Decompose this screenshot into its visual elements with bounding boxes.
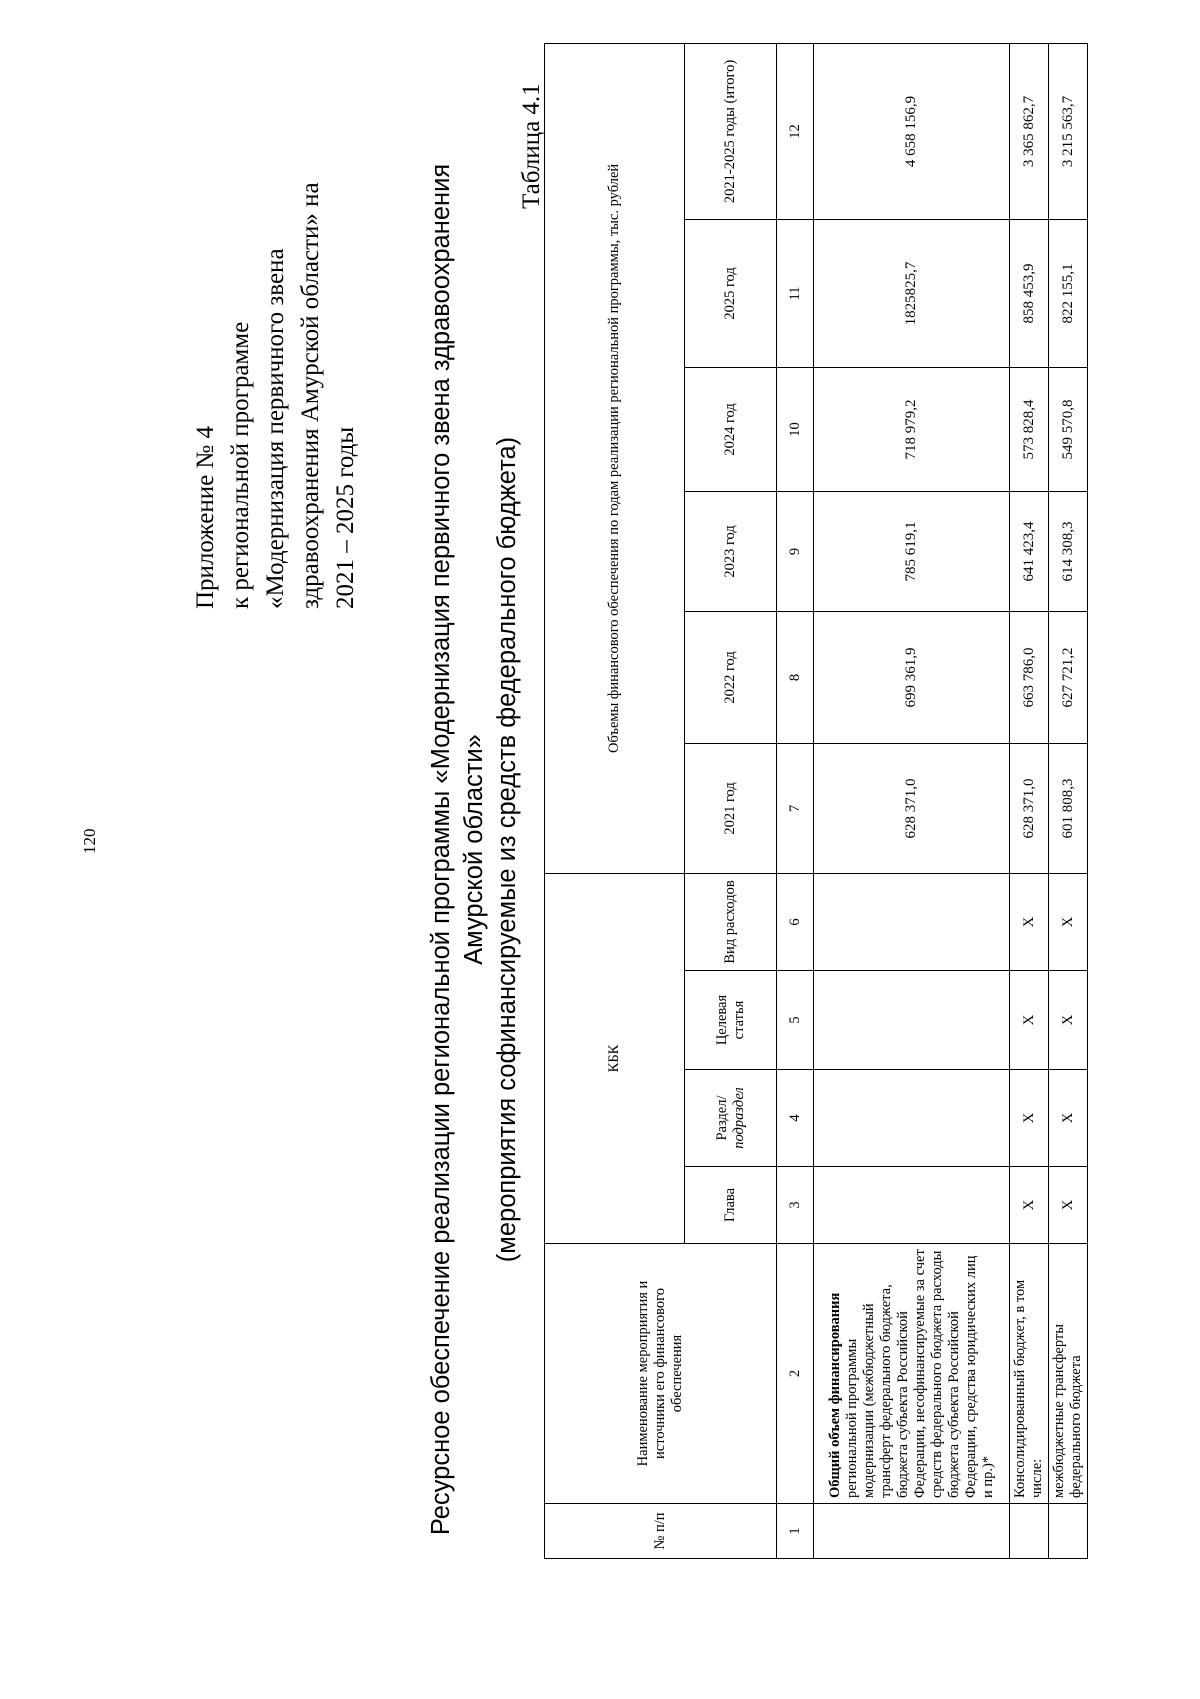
cell-vid bbox=[814, 873, 1010, 970]
col-number: 2 bbox=[777, 1244, 814, 1504]
cell-razdel: X bbox=[1010, 1070, 1049, 1167]
header-name: Наименование мероприятия и источники его финансового обеспечения bbox=[545, 1244, 777, 1504]
cell-celevaya: X bbox=[1049, 971, 1088, 1070]
document-title-line2: Амурской области» bbox=[460, 734, 488, 965]
col-number: 9 bbox=[777, 491, 814, 611]
cell-glava: X bbox=[1049, 1167, 1088, 1244]
cell-2025: 858 453,9 bbox=[1010, 219, 1049, 367]
cell-total: 3 365 862,7 bbox=[1010, 43, 1049, 219]
row-num-cell bbox=[1010, 1504, 1049, 1559]
column-number-row bbox=[777, 43, 814, 1558]
cell-vid: X bbox=[1010, 873, 1049, 970]
table-label: Таблица 4.1 bbox=[518, 83, 545, 209]
header-glava: Глава bbox=[685, 1167, 777, 1244]
cell-2021: 628 371,0 bbox=[814, 743, 1010, 873]
header-2024: 2024 год bbox=[685, 367, 777, 491]
header-razdel bbox=[685, 1070, 777, 1167]
appendix-line: к региональной программе bbox=[227, 321, 254, 609]
col-number: 7 bbox=[777, 743, 814, 873]
header-razdel-label: Раздел/ bbox=[713, 1095, 730, 1141]
cell-2022: 699 361,9 bbox=[814, 611, 1010, 743]
appendix-line: Приложение № 4 bbox=[192, 425, 219, 609]
row-name-cell: межбюджетные трансферты федерального бюджета bbox=[1049, 1244, 1088, 1504]
cell-2025: 1825825,7 bbox=[814, 219, 1010, 367]
cell-2021: 628 371,0 bbox=[1010, 743, 1049, 873]
appendix-line: 2021 – 2025 годы bbox=[332, 426, 359, 609]
cell-2024: 718 979,2 bbox=[814, 367, 1010, 491]
cell-2023: 641 423,4 bbox=[1010, 491, 1049, 611]
header-2021: 2021 год bbox=[685, 743, 777, 873]
header-funding: Объемы финансового обеспечения по годам реализации региональной программы, тыс. рублей bbox=[545, 43, 685, 873]
row-num-cell bbox=[1049, 1504, 1088, 1559]
cell-2025: 822 155,1 bbox=[1049, 219, 1088, 367]
row-name-bold: Общий объем финансирования bbox=[826, 1292, 843, 1498]
appendix-line: здравоохранения Амурской области» на bbox=[297, 182, 324, 609]
cell-vid: X bbox=[1049, 873, 1088, 970]
cell-2023: 614 308,3 bbox=[1049, 491, 1088, 611]
cell-2022: 627 721,2 bbox=[1049, 611, 1088, 743]
col-number: 6 bbox=[777, 873, 814, 970]
document-subtitle: (мероприятия софинансируемые из средств федерального бюджета) bbox=[493, 436, 521, 1263]
row-name-cell: Консолидированный бюджет, в том числе: bbox=[1010, 1244, 1049, 1504]
cell-total: 3 215 563,7 bbox=[1049, 43, 1088, 219]
document-title: Ресурсное обеспечение реализации региональной программы «Модернизация первичного звена здравоохранения bbox=[427, 163, 455, 1536]
header-num: № п/п bbox=[545, 1504, 777, 1559]
header-2023: 2023 год bbox=[685, 491, 777, 611]
col-number: 1 bbox=[777, 1504, 814, 1559]
resource-table bbox=[544, 43, 1088, 1559]
col-number: 4 bbox=[777, 1070, 814, 1167]
table-row bbox=[814, 43, 1010, 1558]
header-celevaya: Целевая статья bbox=[685, 971, 777, 1070]
appendix-block bbox=[188, 49, 363, 609]
cell-2024: 549 570,8 bbox=[1049, 367, 1088, 491]
header-total: 2021-2025 годы (итого) bbox=[685, 43, 777, 219]
table-row bbox=[1049, 43, 1088, 1558]
cell-razdel bbox=[814, 1070, 1010, 1167]
cell-celevaya: X bbox=[1010, 971, 1049, 1070]
header-2022: 2022 год bbox=[685, 611, 777, 743]
row-name-cell bbox=[814, 1244, 1010, 1504]
col-number: 8 bbox=[777, 611, 814, 743]
col-number: 10 bbox=[777, 367, 814, 491]
cell-razdel: X bbox=[1049, 1070, 1088, 1167]
col-number: 5 bbox=[777, 971, 814, 1070]
cell-2024: 573 828,4 bbox=[1010, 367, 1049, 491]
col-number: 12 bbox=[777, 43, 814, 219]
header-2025: 2025 год bbox=[685, 219, 777, 367]
col-number: 11 bbox=[777, 219, 814, 367]
header-vid: Вид расходов bbox=[685, 873, 777, 970]
header-podrazdel-label: подраздел bbox=[730, 1087, 747, 1149]
appendix-line: «Модернизация первичного звена bbox=[262, 248, 289, 609]
header-kbk: КБК bbox=[545, 873, 685, 1243]
cell-total: 4 658 156,9 bbox=[814, 43, 1010, 219]
cell-celevaya bbox=[814, 971, 1010, 1070]
row-num-cell bbox=[814, 1504, 1010, 1559]
cell-2022: 663 786,0 bbox=[1010, 611, 1049, 743]
col-number: 3 bbox=[777, 1167, 814, 1244]
cell-glava bbox=[814, 1167, 1010, 1244]
page-number: 120 bbox=[80, 828, 99, 854]
row-name-rest: региональной программы модернизации (межбюджетный трансферт федерального бюджета, бюджета субъекта Российской Федерации, несофинансируемые за счет средств федерального бюджета расходы бюджета субъекта Российской Федерации, средства юридических лиц и пр.)* bbox=[843, 1249, 996, 1498]
cell-2023: 785 619,1 bbox=[814, 491, 1010, 611]
cell-glava: X bbox=[1010, 1167, 1049, 1244]
table-row bbox=[1010, 43, 1049, 1558]
cell-2021: 601 808,3 bbox=[1049, 743, 1088, 873]
